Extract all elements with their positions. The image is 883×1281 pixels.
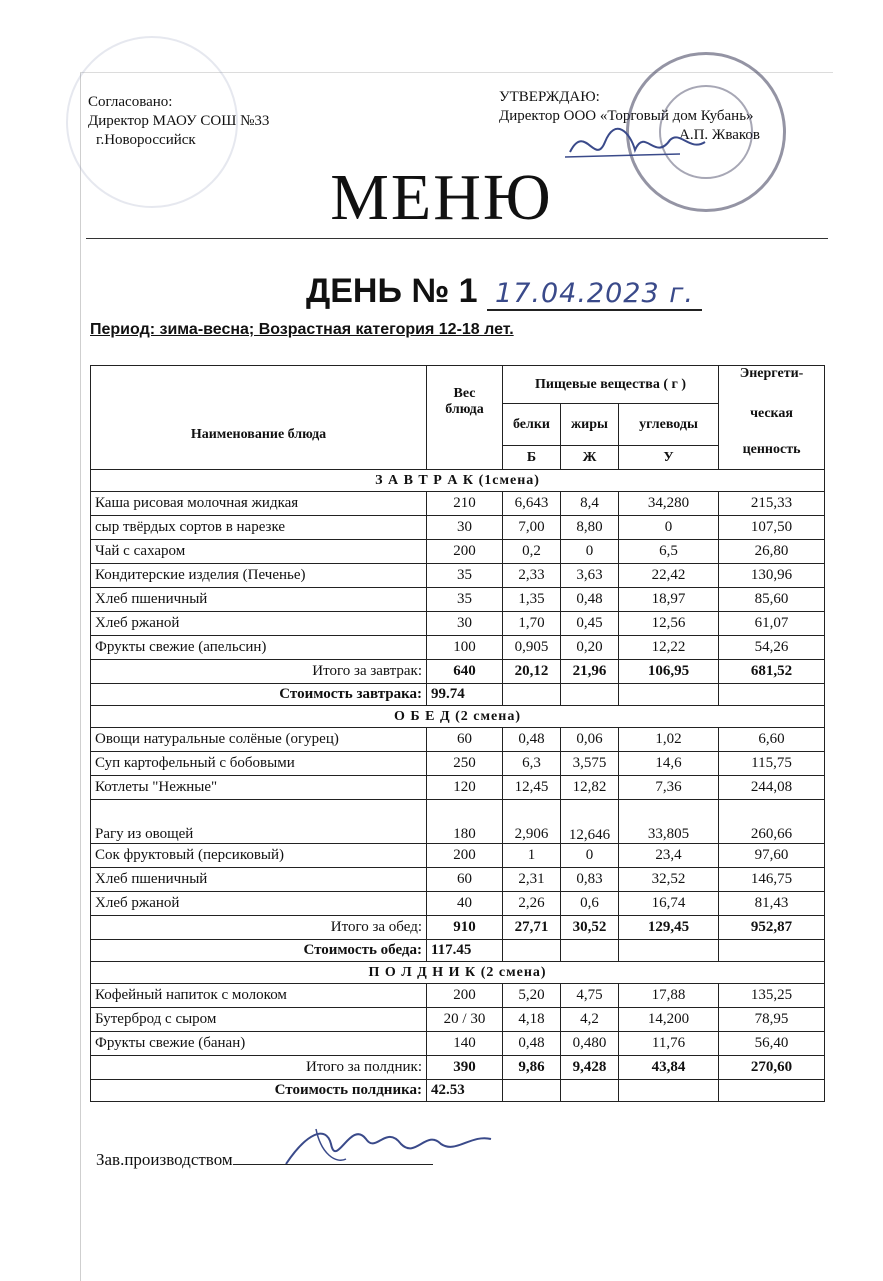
dish-name: Кофейный напиток с молоком (91, 984, 427, 1008)
dish-row (91, 844, 825, 868)
dish-weight: 100 (427, 636, 503, 660)
title-divider (86, 238, 828, 239)
header-energy-line2: ческая (750, 406, 793, 421)
header-weight-line1: Вес (453, 386, 476, 401)
header-nutrients: Пищевые вещества ( г ) (503, 366, 719, 404)
dish-name: Хлеб пшеничный (91, 588, 427, 612)
header-dish-name: Наименование блюда (91, 366, 427, 470)
empty-cell (503, 940, 561, 962)
dish-protein: 2,26 (503, 892, 561, 916)
dish-protein: 2,906 (503, 800, 561, 844)
dish-fat: 0,6 (561, 892, 619, 916)
dish-fat: 0,20 (561, 636, 619, 660)
empty-cell (561, 940, 619, 962)
dish-carbs: 34,280 (619, 492, 719, 516)
dish-carbs: 1,02 (619, 728, 719, 752)
dish-row (91, 752, 825, 776)
dish-fat: 0,48 (561, 588, 619, 612)
dish-name: Рагу из овощей (91, 800, 427, 844)
dish-carbs: 0 (619, 516, 719, 540)
dish-row (91, 540, 825, 564)
header-carbs-code: У (619, 446, 719, 470)
total-energy: 270,60 (719, 1056, 825, 1080)
empty-cell (719, 684, 825, 706)
dish-row (91, 1032, 825, 1056)
dish-fat: 4,2 (561, 1008, 619, 1032)
dish-carbs: 18,97 (619, 588, 719, 612)
dish-name: Чай с сахаром (91, 540, 427, 564)
total-protein: 20,12 (503, 660, 561, 684)
dish-weight: 60 (427, 728, 503, 752)
dish-row (91, 892, 825, 916)
total-energy: 952,87 (719, 916, 825, 940)
dish-weight: 180 (427, 800, 503, 844)
header-energy-line3: ценность (742, 442, 801, 457)
dish-fat: 8,80 (561, 516, 619, 540)
dish-weight: 20 / 30 (427, 1008, 503, 1032)
dish-row (91, 776, 825, 800)
section-header-row (91, 962, 825, 984)
dish-protein: 4,18 (503, 1008, 561, 1032)
approval-left-line1: Согласовано: (88, 94, 173, 110)
dish-carbs: 23,4 (619, 844, 719, 868)
dish-carbs: 17,88 (619, 984, 719, 1008)
cost-row (91, 940, 825, 962)
dish-name: сыр твёрдых сортов в нарезке (91, 516, 427, 540)
empty-cell (561, 1080, 619, 1102)
dish-row (91, 492, 825, 516)
dish-name: Каша рисовая молочная жидкая (91, 492, 427, 516)
header-energy-line1: Энергети- (739, 366, 804, 381)
total-weight: 640 (427, 660, 503, 684)
header-protein: белки (503, 404, 561, 446)
section-title: З А В Т Р А К (1смена) (91, 470, 825, 492)
dish-weight: 210 (427, 492, 503, 516)
dish-row (91, 516, 825, 540)
dish-carbs: 12,56 (619, 612, 719, 636)
dish-weight: 30 (427, 612, 503, 636)
dish-energy: 215,33 (719, 492, 825, 516)
dish-protein: 2,33 (503, 564, 561, 588)
dish-energy: 146,75 (719, 868, 825, 892)
approval-right-line2: Директор ООО «Торговый дом Кубань» (499, 108, 754, 124)
dish-weight: 30 (427, 516, 503, 540)
dish-energy: 78,95 (719, 1008, 825, 1032)
approval-right-line1: УТВЕРЖДАЮ: (499, 89, 600, 105)
header-weight (427, 366, 503, 470)
dish-weight: 200 (427, 844, 503, 868)
dish-protein: 1,35 (503, 588, 561, 612)
cost-value: 99.74 (427, 684, 503, 706)
dish-row (91, 612, 825, 636)
section-header-row (91, 470, 825, 492)
dish-energy: 6,60 (719, 728, 825, 752)
empty-cell (619, 940, 719, 962)
dish-protein: 1,70 (503, 612, 561, 636)
dish-carbs: 14,200 (619, 1008, 719, 1032)
cost-value: 117.45 (427, 940, 503, 962)
dish-energy: 85,60 (719, 588, 825, 612)
day-label: ДЕНЬ № 1 (306, 272, 478, 310)
header-fat-code: Ж (561, 446, 619, 470)
dish-name: Хлеб ржаной (91, 892, 427, 916)
handwritten-date: 17.04.2023 г. (487, 278, 702, 311)
total-carbs: 129,45 (619, 916, 719, 940)
dish-row (91, 1008, 825, 1032)
total-fat: 9,428 (561, 1056, 619, 1080)
dish-energy: 56,40 (719, 1032, 825, 1056)
dish-name: Фрукты свежие (апельсин) (91, 636, 427, 660)
dish-name: Хлеб пшеничный (91, 868, 427, 892)
dish-protein: 0,2 (503, 540, 561, 564)
dish-weight: 40 (427, 892, 503, 916)
dish-fat: 0,45 (561, 612, 619, 636)
empty-cell (503, 1080, 561, 1102)
dish-carbs: 16,74 (619, 892, 719, 916)
total-row (91, 916, 825, 940)
dish-energy: 244,08 (719, 776, 825, 800)
dish-carbs: 11,76 (619, 1032, 719, 1056)
total-label: Итого за полдник: (91, 1056, 427, 1080)
dish-energy: 115,75 (719, 752, 825, 776)
empty-cell (719, 1080, 825, 1102)
dish-name: Овощи натуральные солёные (огурец) (91, 728, 427, 752)
dish-energy: 130,96 (719, 564, 825, 588)
dish-row (91, 564, 825, 588)
dish-protein: 1 (503, 844, 561, 868)
dish-energy: 97,60 (719, 844, 825, 868)
signature-underline (233, 1164, 433, 1165)
menu-table (90, 365, 825, 1102)
approval-right-line3: А.П. Жваков (679, 127, 761, 143)
total-carbs: 106,95 (619, 660, 719, 684)
approval-left-line3: г.Новороссийск (96, 132, 196, 148)
dish-protein: 0,905 (503, 636, 561, 660)
approval-left-line2: Директор МАОУ СОШ №33 (88, 113, 270, 129)
dish-protein: 6,643 (503, 492, 561, 516)
dish-fat: 0,06 (561, 728, 619, 752)
dish-protein: 12,45 (503, 776, 561, 800)
footer-label: Зав.производством (96, 1150, 233, 1169)
empty-cell (619, 1080, 719, 1102)
dish-energy: 54,26 (719, 636, 825, 660)
dish-weight: 35 (427, 588, 503, 612)
dish-fat: 0 (561, 844, 619, 868)
header-weight-line2: блюда (445, 402, 484, 417)
dish-carbs: 7,36 (619, 776, 719, 800)
dish-fat: 8,4 (561, 492, 619, 516)
empty-cell (561, 684, 619, 706)
dish-name: Сок фруктовый (персиковый) (91, 844, 427, 868)
dish-energy: 26,80 (719, 540, 825, 564)
header-carbs: углеводы (619, 404, 719, 446)
total-label: Итого за обед: (91, 916, 427, 940)
total-fat: 21,96 (561, 660, 619, 684)
period-line: Период: зима-весна; Возрастная категория 12-18 лет. (90, 321, 514, 338)
total-carbs: 43,84 (619, 1056, 719, 1080)
cost-label: Стоимость обеда: (91, 940, 427, 962)
cost-row (91, 684, 825, 706)
dish-protein: 5,20 (503, 984, 561, 1008)
dish-fat: 3,575 (561, 752, 619, 776)
dish-carbs: 33,805 (619, 800, 719, 844)
day-heading (306, 272, 702, 311)
total-weight: 910 (427, 916, 503, 940)
dish-protein: 0,48 (503, 728, 561, 752)
dish-row (91, 636, 825, 660)
total-row (91, 1056, 825, 1080)
dish-protein: 6,3 (503, 752, 561, 776)
dish-protein: 2,31 (503, 868, 561, 892)
dish-row (91, 800, 825, 844)
approval-block-left (88, 93, 269, 150)
total-energy: 681,52 (719, 660, 825, 684)
cost-row (91, 1080, 825, 1102)
section-title: О Б Е Д (2 смена) (91, 706, 825, 728)
dish-name: Кондитерские изделия (Печенье) (91, 564, 427, 588)
dish-weight: 140 (427, 1032, 503, 1056)
dish-protein: 0,48 (503, 1032, 561, 1056)
dish-name: Бутерброд с сыром (91, 1008, 427, 1032)
dish-weight: 200 (427, 540, 503, 564)
dish-row (91, 868, 825, 892)
dish-fat: 12,646 (561, 800, 619, 844)
dish-weight: 35 (427, 564, 503, 588)
dish-fat: 4,75 (561, 984, 619, 1008)
total-weight: 390 (427, 1056, 503, 1080)
empty-cell (719, 940, 825, 962)
dish-name: Хлеб ржаной (91, 612, 427, 636)
total-label: Итого за завтрак: (91, 660, 427, 684)
dish-carbs: 6,5 (619, 540, 719, 564)
dish-energy: 135,25 (719, 984, 825, 1008)
empty-cell (619, 684, 719, 706)
dish-weight: 60 (427, 868, 503, 892)
dish-carbs: 14,6 (619, 752, 719, 776)
dish-fat: 0,480 (561, 1032, 619, 1056)
empty-cell (503, 684, 561, 706)
header-fat: жиры (561, 404, 619, 446)
header-energy (719, 366, 825, 470)
dish-weight: 250 (427, 752, 503, 776)
total-protein: 27,71 (503, 916, 561, 940)
cost-label: Стоимость завтрака: (91, 684, 427, 706)
dish-name: Суп картофельный с бобовыми (91, 752, 427, 776)
dish-fat: 0 (561, 540, 619, 564)
header-protein-code: Б (503, 446, 561, 470)
dish-fat: 3,63 (561, 564, 619, 588)
dish-row (91, 588, 825, 612)
dish-carbs: 32,52 (619, 868, 719, 892)
dish-weight: 200 (427, 984, 503, 1008)
dish-energy: 260,66 (719, 800, 825, 844)
dish-energy: 61,07 (719, 612, 825, 636)
page-title: МЕНЮ (330, 161, 553, 234)
dish-name: Котлеты "Нежные" (91, 776, 427, 800)
manager-signature-icon (276, 1114, 506, 1184)
total-row (91, 660, 825, 684)
footer-signature-line (96, 1150, 433, 1170)
dish-carbs: 12,22 (619, 636, 719, 660)
dish-protein: 7,00 (503, 516, 561, 540)
dish-energy: 107,50 (719, 516, 825, 540)
total-fat: 30,52 (561, 916, 619, 940)
dish-weight: 120 (427, 776, 503, 800)
dish-row (91, 984, 825, 1008)
section-header-row (91, 706, 825, 728)
dish-fat: 0,83 (561, 868, 619, 892)
dish-row (91, 728, 825, 752)
dish-fat: 12,82 (561, 776, 619, 800)
dish-energy: 81,43 (719, 892, 825, 916)
dish-name: Фрукты свежие (банан) (91, 1032, 427, 1056)
total-protein: 9,86 (503, 1056, 561, 1080)
cost-label: Стоимость полдника: (91, 1080, 427, 1102)
cost-value: 42.53 (427, 1080, 503, 1102)
section-title: П О Л Д Н И К (2 смена) (91, 962, 825, 984)
dish-carbs: 22,42 (619, 564, 719, 588)
